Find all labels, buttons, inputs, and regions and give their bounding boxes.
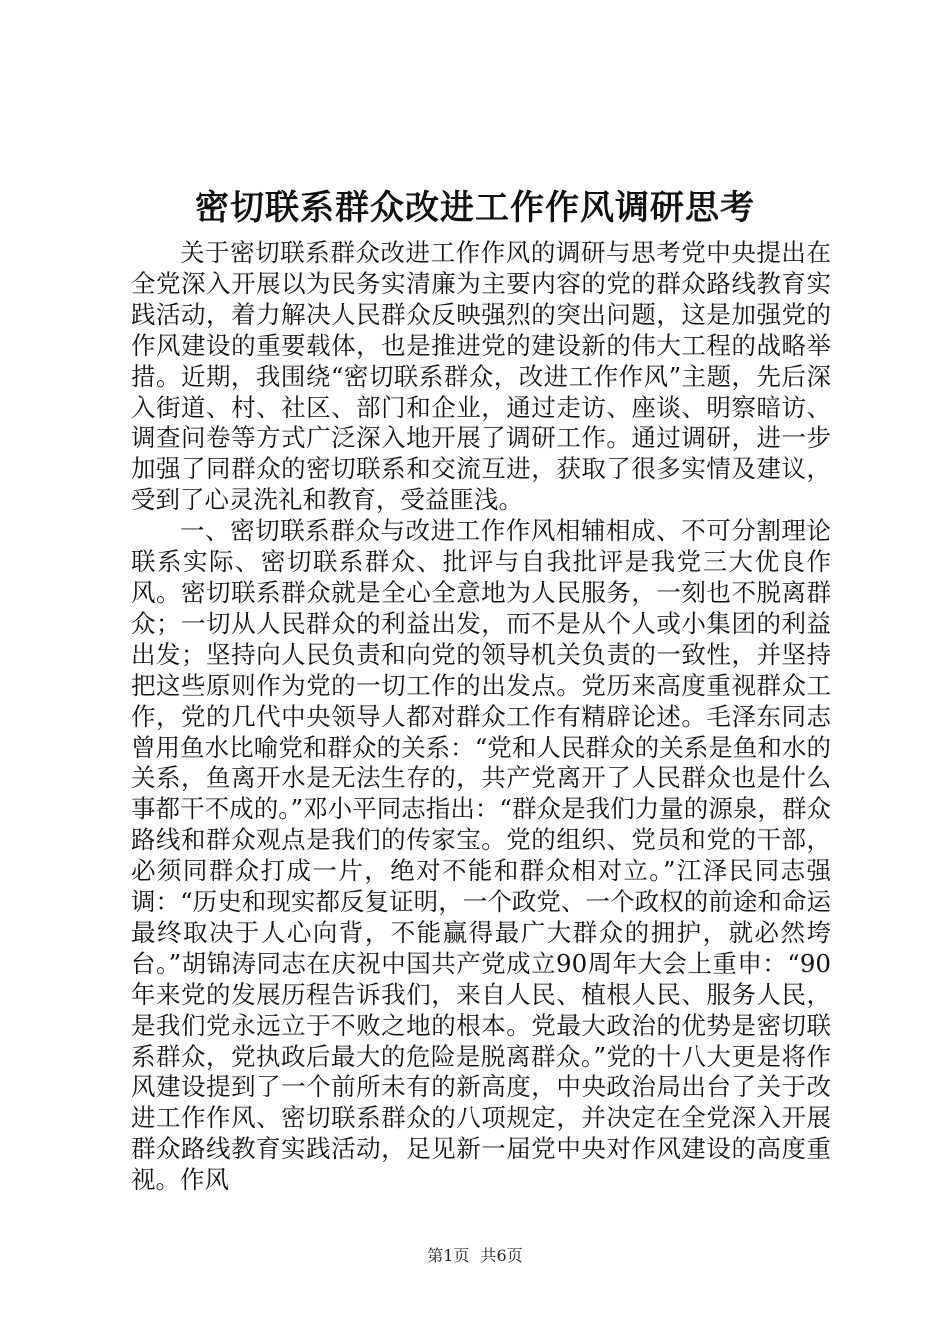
document-title: 密切联系群众改进工作作风调研思考: [195, 188, 755, 228]
paragraph: 一、密切联系群众与改进工作作风相辅相成、不可分割理论联系实际、密切联系群众、批评与自我批评是我党三大优良作风。密切联系群众就是全心全意地为人民服务，一刻也不脱离群众；一切从人民群众的利益出发，而不是从个人或小集团的利益出发；坚持向人民负责和向党的领导机关负责的一致性，并坚持把这些原则作为党的一切工作的出发点。党历来高度重视群众工作，党的几代中央领导人都对群众工作有精辟论述。毛泽东同志曾用鱼水比喻党和群众的关系：“党和人民群众的关系是鱼和水的关系，鱼离开水是无法生存的，共产党离开了人民群众也是什么事都干不成的。”邓小平同志指出：“群众是我们力量的源泉，群众路线和群众观点是我们的传家宝。党的组织、党员和党的干部，必须同群众打成一片，绝对不能和群众相对立。”江泽民同志强调：“历史和现实都反复证明，一个政党、一个政权的前途和命运最终取决于人心向背，不能赢得最广大群众的拥护，就必然垮台。”胡锦涛同志在庆祝中国共产党成立90周年大会上重申：“90年来党的发展历程告诉我们，来自人民、植根人民、服务人民，是我们党永远立于不败之地的根本。党最大政治的优势是密切联系群众，党执政后最大的危险是脱离群众。”党的十八大更是将作风建设提到了一个前所未有的新高度，中央政治局出台了关于改进工作作风、密切联系群众的八项规定，并决定在全党深入开展群众路线教育实践活动，足见新一届党中央对作风建设的高度重视。作风: [131, 516, 831, 1195]
page-footer: [0, 1243, 950, 1266]
page-number: 第1页: [427, 1246, 470, 1265]
document-body: [131, 238, 831, 1196]
page-total: 共6页: [480, 1246, 523, 1265]
paragraph: 关于密切联系群众改进工作作风的调研与思考党中央提出在全党深入开展以为民务实清廉为主要内容的党的群众路线教育实践活动，着力解决人民群众反映强烈的突出问题，这是加强党的作风建设的重要载体，也是推进党的建设新的伟大工程的战略举措。近期，我围绕“密切联系群众，改进工作作风”主题，先后深入街道、村、社区、部门和企业，通过走访、座谈、明察暗访、调查问卷等方式广泛深入地开展了调研工作。通过调研，进一步加强了同群众的密切联系和交流互进，获取了很多实情及建议，受到了心灵洗礼和教育，受益匪浅。: [131, 238, 831, 515]
